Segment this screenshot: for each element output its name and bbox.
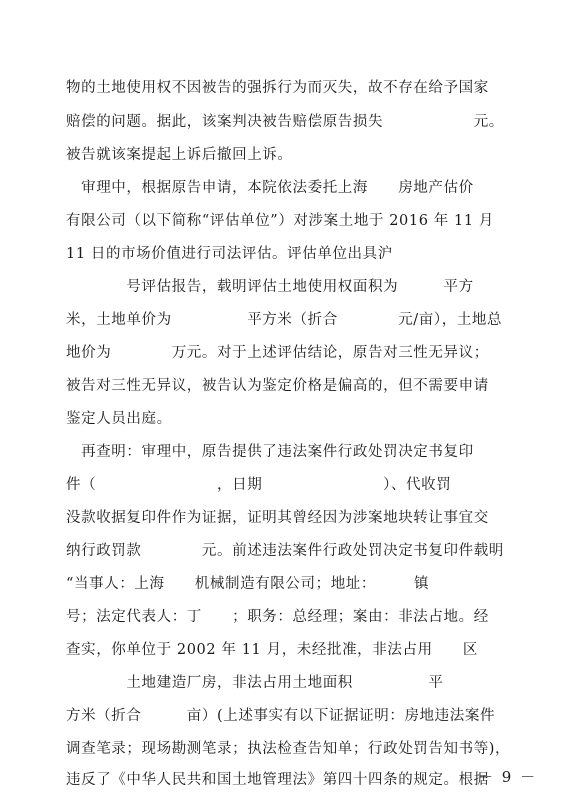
text-line: 方米（折合 亩）(上述事实有以下证据证明：房地违法案件	[66, 708, 496, 724]
text-line: 号评估报告，载明评估土地使用权面积为 平方	[66, 279, 474, 295]
text-line: 物的土地使用权不因被告的强拆行为而灭失，故不存在给予国家	[66, 80, 489, 96]
text-line: “当事人：上海 机械制造有限公司；地址： 镇	[66, 576, 430, 592]
text-line: 地价为 万元。对于上述评估结论，原告对三性无异议；	[66, 345, 489, 361]
text-line: 审理中，根据原告申请，本院依法委托上海 房地产估价	[66, 180, 474, 196]
text-line: 再查明：审理中，原告提供了违法案件行政处罚决定书复印	[66, 444, 474, 460]
page-number: － 9 －	[478, 768, 538, 786]
text-line: 没款收据复印件作为证据，证明其曾经因为涉案地块转让事宜交	[66, 510, 489, 526]
text-line: 土地建造厂房，非法占用土地面积 平	[66, 675, 444, 691]
text-line: 件（ ，日期 ）、代收罚	[66, 477, 452, 493]
text-line: 赔偿的问题。据此，该案判决被告赔偿原告损失 元。	[66, 114, 504, 130]
text-line: 米，土地单价为 平方米（折合 元/亩），土地总	[66, 312, 503, 328]
text-line: 11 日的市场价值进行司法评估。评估单位出具沪	[66, 246, 393, 262]
text-line: 违反了《中华人民共和国土地管理法》第四十四条的规定。根据	[66, 772, 489, 788]
text-line: 被告就该案提起上诉后撤回上诉。	[66, 147, 293, 163]
text-line: 号；法定代表人：丁 ；职务：总经理；案由：非法占地。经	[66, 609, 489, 625]
text-line: 被告对三性无异议，被告认为鉴定价格是偏高的，但不需要申请	[66, 378, 489, 394]
text-line: 纳行政罚款 元。前述违法案件行政处罚决定书复印件载明	[66, 543, 504, 559]
text-line: 鉴定人员出庭。	[66, 411, 172, 427]
text-line: 查实，你单位于 2002 年 11 月，未经批准，非法占用 区	[66, 642, 478, 658]
text-line: 调查笔录；现场勘测笔录；执法检查告知单；行政处罚告知书等)，	[66, 741, 511, 757]
text-line: 有限公司（以下简称“评估单位”）对涉案土地于 2016 年 11 月	[66, 213, 495, 229]
